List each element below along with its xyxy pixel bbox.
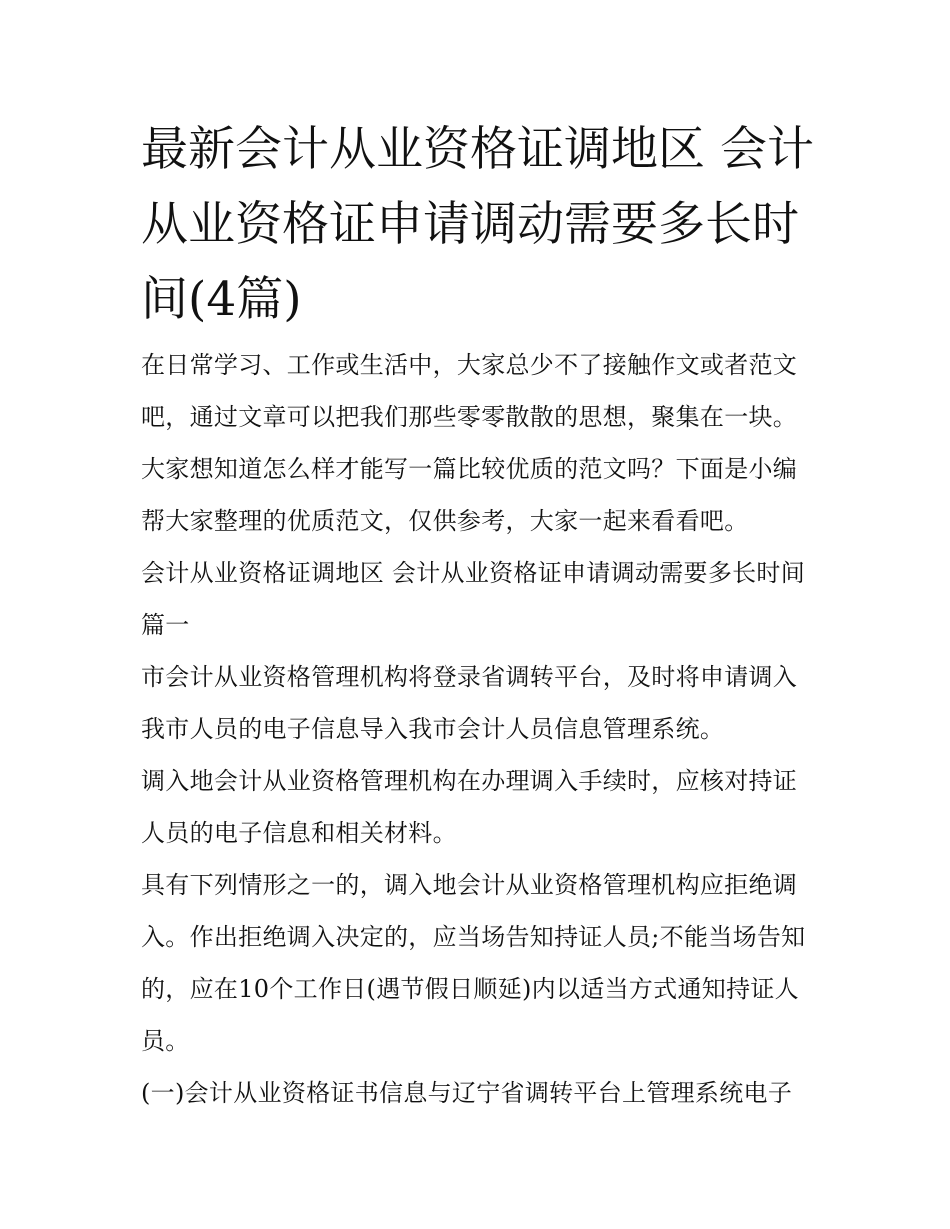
document-title: 最新会计从业资格证调地区 会计从业资格证申请调动需要多长时间(4篇) <box>141 122 814 327</box>
body-paragraph: 调入地会计从业资格管理机构在办理调入手续时，应核对持证人员的电子信息和相关材料。 <box>141 767 798 847</box>
document-body <box>141 112 821 1119</box>
intro-paragraph: 在日常学习、工作或生活中，大家总少不了接触作文或者范文吧，通过文章可以把我们那些零零散散的思想，聚集在一块。大家想知道怎么样才能写一篇比较优质的范文吗？下面是小编帮大家整理的优质范文，仅供参考，大家一起来看看吧。 <box>141 351 798 535</box>
section-heading: 会计从业资格证调地区 会计从业资格证申请调动需要多长时间篇一 <box>141 559 806 639</box>
body-paragraph: (一)会计从业资格证书信息与辽宁省调转平台上管理系统电子 <box>141 1079 793 1107</box>
body-paragraph: 市会计从业资格管理机构将登录省调转平台，及时将申请调入我市人员的电子信息导入我市会计人员信息管理系统。 <box>141 663 798 743</box>
body-paragraph: 具有下列情形之一的，调入地会计从业资格管理机构应拒绝调入。作出拒绝调入决定的，应当场告知持证人员;不能当场告知的，应在10个工作日(遇节假日顺延)内以适当方式通知持证人员。 <box>141 871 806 1055</box>
